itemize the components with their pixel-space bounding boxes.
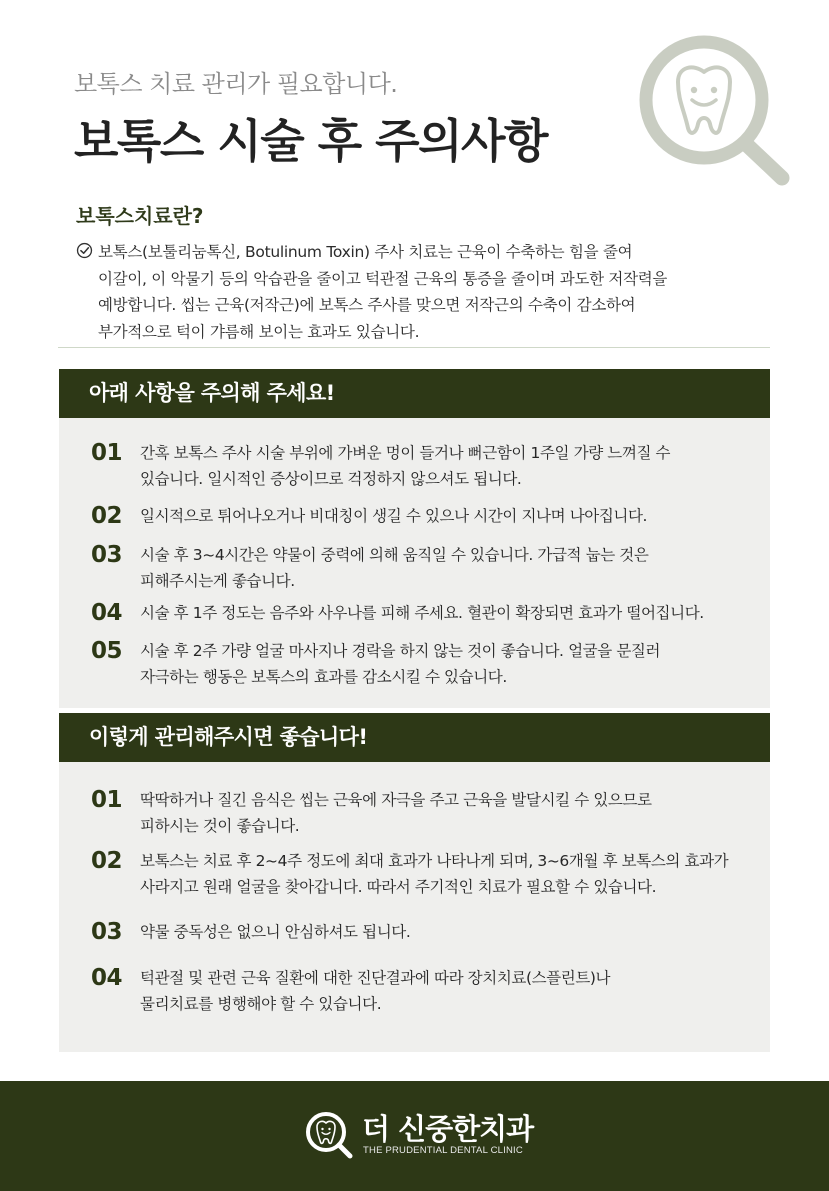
item-text: 간혹 보톡스 주사 시술 부위에 가벼운 멍이 들거나 뻐근함이 1주일 가량 느껴질 수 있습니다. 일시적인 증상이므로 걱정하지 않으셔도 됩니다.	[140, 444, 671, 488]
clinic-name: 더 신중한치과	[362, 1112, 534, 1146]
care-section	[59, 713, 770, 1052]
footer	[0, 1081, 829, 1191]
header	[74, 64, 634, 171]
item-number: 02	[91, 503, 123, 529]
care-heading: 이렇게 관리해주시면 좋습니다!	[59, 713, 770, 762]
item-text: 턱관절 및 관련 근육 질환에 대한 진단결과에 따라 장치치료(스플린트)나 물리치료를 병행해야 할 수 있습니다.	[140, 969, 611, 1013]
item-text: 시술 후 2주 가량 얼굴 마사지나 경락을 하지 않는 것이 좋습니다. 얼굴을 문질러 자극하는 행동은 보톡스의 효과를 감소시킬 수 있습니다.	[140, 642, 661, 686]
item-number: 05	[91, 638, 123, 664]
page-subtitle: 보톡스 치료 관리가 필요합니다.	[74, 70, 398, 98]
item-text: 딱딱하거나 질긴 음식은 씹는 근육에 자극을 주고 근육을 발달시킬 수 있으므로 피하시는 것이 좋습니다.	[140, 791, 652, 835]
magnifier-tooth-icon	[636, 30, 796, 190]
check-circle-icon	[76, 242, 93, 259]
item-number: 04	[91, 965, 123, 991]
intro-text: 보톡스(보툴리눔톡신, Botulinum Toxin) 주사 치료는 근육이 수축하는 힘을 줄여 이갈이, 이 악물기 등의 악습관을 줄이고 턱관절 근육의 통증을 줄이며 과도한 저작력을 예방합니다. 씹는 근육(저작근)에 보톡스 주사를 맞으면 저작근의 수축이 감소하여 부가적으로 턱이 갸름해 보이는 효과도 있습니다.	[98, 243, 668, 341]
item-number: 01	[91, 440, 123, 466]
item-number: 03	[91, 919, 123, 945]
clinic-subname: THE PRUDENTIAL DENTAL CLINIC	[363, 1145, 523, 1156]
item-number: 02	[91, 848, 123, 874]
item-text: 보톡스는 치료 후 2~4주 정도에 최대 효과가 나타나게 되며, 3~6개월 후 보톡스의 효과가 사라지고 원래 얼굴을 찾아갑니다. 따라서 주기적인 치료가 필요할 수 있습니다.	[140, 852, 729, 896]
item-number: 01	[91, 787, 123, 813]
caution-heading: 아래 사항을 주의해 주세요!	[59, 369, 770, 418]
intro-body	[76, 239, 756, 345]
tooth-logo-icon	[303, 1109, 355, 1161]
item-text: 약물 중독성은 없으니 안심하셔도 됩니다.	[140, 923, 411, 941]
intro-section	[76, 200, 756, 345]
item-text: 시술 후 1주 정도는 음주와 사우나를 피해 주세요. 혈관이 확장되면 효과가 떨어집니다.	[140, 604, 704, 622]
item-number: 03	[91, 542, 123, 568]
divider	[58, 347, 770, 348]
item-number: 04	[91, 600, 123, 626]
item-text: 일시적으로 튀어나오거나 비대칭이 생길 수 있으나 시간이 지나며 나아집니다.	[140, 507, 648, 525]
intro-heading: 보톡스치료란?	[76, 204, 204, 228]
item-text: 시술 후 3~4시간은 약물이 중력에 의해 움직일 수 있습니다. 가급적 눕는 것은 피해주시는게 좋습니다.	[140, 546, 649, 590]
caution-section	[59, 369, 770, 708]
page-title: 보톡스 시술 후 주의사항	[74, 114, 547, 168]
